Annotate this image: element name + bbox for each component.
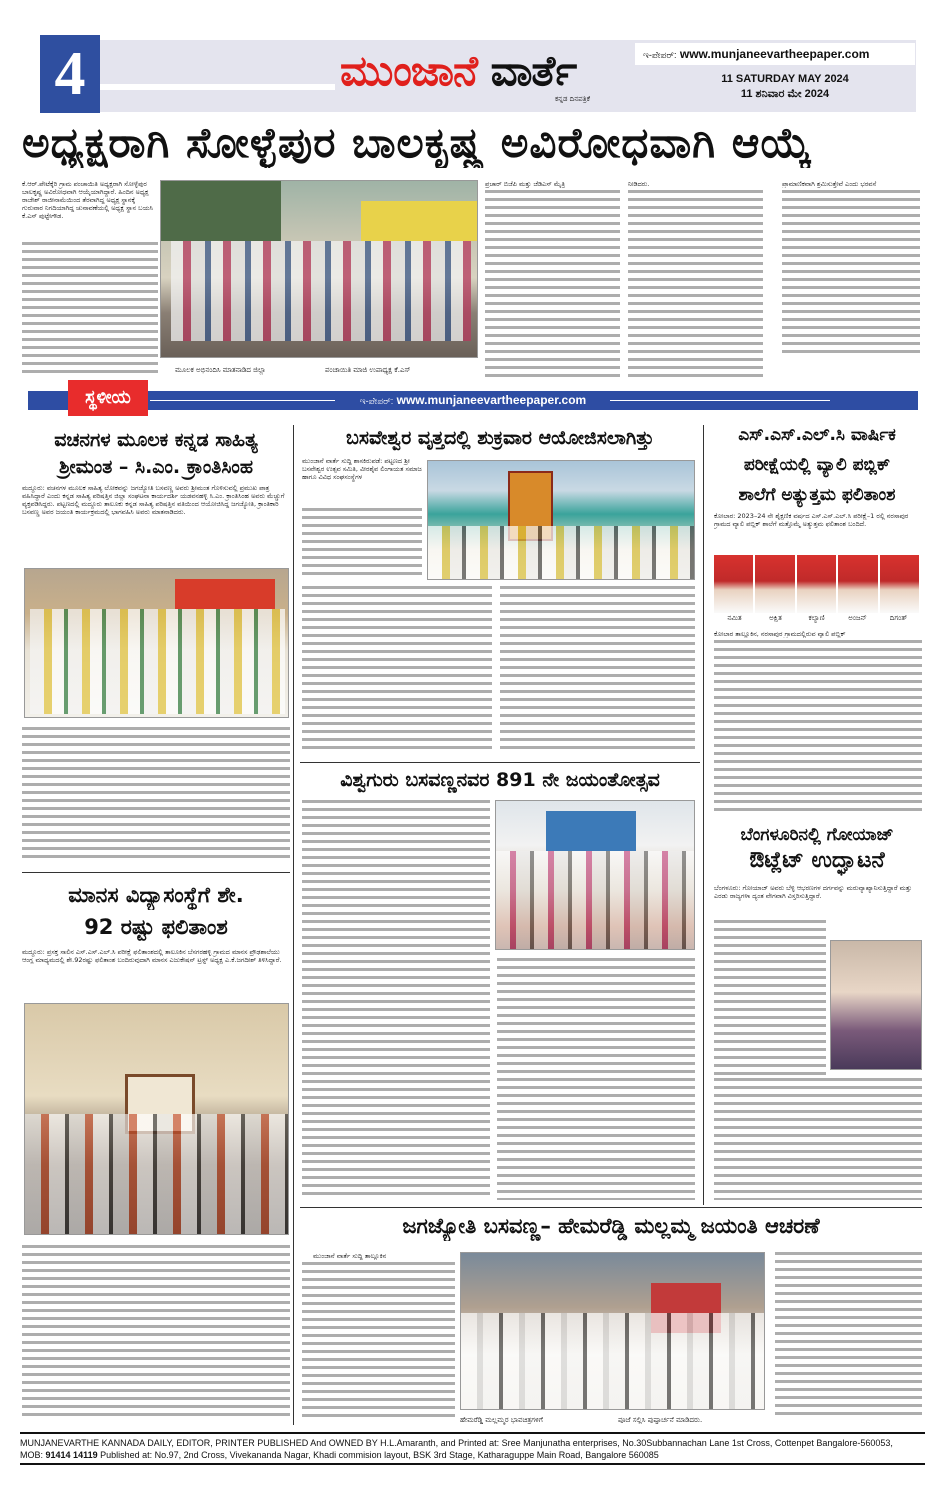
article-headline: ಬಸವೇಶ್ವರ ವೃತ್ತದಲ್ಲಿ ಶುಕ್ರವಾರ ಆಯೋಜಿಸಲಾಗಿತ್ತು [346,427,654,449]
body-text [22,242,158,377]
student-photo [755,555,794,613]
body-text [302,586,492,752]
body-text [22,1245,290,1420]
lead-story-text: ಕೆ.ಆರ್.ಪೇಟೆಕ್ಕೆರಿ ಗ್ರಾಮ ಪಂಚಾಯಿತಿ ಅಧ್ಯಕ್ಷರಾಗಿ ಸೋಳ್ಳೆಪುರ ಬಾಲಕೃಷ್ಣ ಅವಿರೋಧವಾಗಿ ಆಯ್ಕೆಯಾಗಿದ್ದಾರೆ. ಹಿಂದಿನ ಅಧ್ಯಕ್ಷ ರಾಜೇಶ್ ರಾಜೀನಾಮೆಯಿಂದ ತೆರವಾಗಿದ್ದ ಅಧ್ಯಕ್ಷ ಸ್ಥಾನಕ್ಕೆ ಗುರುವಾರ ನಿಗದಿಯಾಗಿದ್ದ ಚುನಾವಣೆಯಲ್ಲಿ ಅಧ್ಯಕ್ಷ ಸ್ಥಾನ ಬಯಸಿ ಕೆ.ಎಸ್ ಪುಟ್ಟೇಗೌಡ. [22,180,153,220]
body-text [485,190,620,378]
article-headline: ಪರೀಕ್ಷೆಯಲ್ಲಿ ವ್ಯಾಲಿ ಪಬ್ಲಿಕ್ [743,455,891,475]
body-text [497,958,695,1200]
epaper-url[interactable]: www.munjaneevartheepaper.com [679,47,870,61]
body-text [714,1078,922,1200]
body-text [775,1252,922,1420]
body-text [302,508,422,580]
page-number: 4 [40,35,100,113]
epaper-prefix: ಇ-ಪೇಪರ್: [359,396,394,406]
column-rule [293,425,294,1425]
date-kannada: 11 ಶನಿವಾರ ಮೇ 2024 [740,88,830,100]
student-photo [838,555,877,613]
divider [22,872,290,873]
student-photo [714,555,753,613]
date-english: 11 SATURDAY MAY 2024 [721,73,849,85]
body-text [782,190,920,358]
article-photo [24,1003,289,1235]
masthead-red: ಮುಂಜಾನೆ [340,46,477,95]
photo-caption: ಪಂಚಾಯಿತಿ ಮಾಜಿ ಉಪಾಧ್ಯಕ್ಷ ಕೆ.ಎಸ್ [325,366,411,374]
imprint [20,1437,925,1461]
photo-caption: ಪೂಜೆ ಸಲ್ಲಿಸಿ ಪುಷ್ಪಾರ್ಚನೆ ಮಾಡಿದರು. [618,1416,703,1424]
student-photo [880,555,919,613]
article-headline: ವಚನಗಳ ಮೂಲಕ ಕನ್ನಡ ಸಾಹಿತ್ಯ [54,429,258,451]
article-text: ಮದ್ದೂರು: ವಚನಗಳ ಮೂಲಕ ಸಾಹಿತ್ಯ ಲೋಕವನ್ನು ಜಗಜ್ಯೋತಿ ಬಸವಣ್ಣ ಅವರು ಶ್ರೀಮಂತ ಗೊಳಿಸುವಲ್ಲಿ ಪ್ರಮುಖ ಪಾತ್ರ ವಹಿಸಿದ್ದಾರೆ ಎಂದು ಕನ್ನಡ ಸಾಹಿತ್ಯ ಪರಿಷತ್ತಿನ ಜಿಲ್ಲಾ ಸಂಘಟನಾ ಕಾರ್ಯದರ್ಶಿ ಯಡವನಹಳ್ಳಿ ಸಿ.ಎಂ. ಕ್ರಾಂತಿಸಿಂಹ ಅವರು ಮೆಚ್ಚುಗೆ ವ್ಯಕ್ತಪಡಿಸಿದ್ದರು. ಪಟ್ಟಣದಲ್ಲಿ ಮದ್ದೂರು ತಾಲೂಕು ಕನ್ನಡ ಸಾಹಿತ್ಯ ಪರಿಷತ್ತಿನ ವತಿಯಿಂದ ಆಯೋಜಿಸಿದ್ದ ಜಗಜ್ಯೋತಿ, ಕ್ರಾಂತಿಕಾರಿ ಬಸವಣ್ಣ ಅವರ ಜಯಂತಿ ಕಾರ್ಯಕ್ರಮದಲ್ಲಿ ಭಾಗವಹಿಸಿ ಅವರು ಮಾತನಾಡಿದರು. [22,484,285,516]
article-headline: ಔಟ್ಲೆಟ್ ಉದ್ಘಾಟನೆ [749,848,885,873]
photo-caption: ಮೂಲಕ ಅಭಿನಂದಿಸಿ ಮಾತನಾಡಿದ ಜಿಲ್ಲಾ [175,366,266,374]
article-text: ಬೆಂಗಳೂರು: ಗೋಯಾಜ್ ಅವರು ಬೆಳ್ಳಿ ಆಭರಣಗಳ ದರ್ಗವನ್ನು ಮರುವ್ಯಾಖ್ಯಾನಿಸುತ್ತಿದ್ದಾರೆ ಮತ್ತು ಎರಡು ರಾಜ್ಯಗಳಾ ದ್ಯಂತ ವೇಗವಾಗಿ ವಿಸ್ತರಿಸುತ್ತಿದ್ದಾರೆ. [714,884,912,900]
divider [300,762,700,763]
column-rule [703,425,704,1205]
article-text: ಕೋಲಾರ: 2023–24 ನೇ ಶೈಕ್ಷಣಿಕ ವರ್ಷದ ಎಸ್.ಎಸ್.ಎಲ್.ಸಿ ಪರೀಕ್ಷೆ–1 ರಲ್ಲಿ ನರಸಾಪುರ ಗ್ರಾಮದ ವ್ಯಾಲಿ ಪಬ್ಲಿಕ್ ಶಾಲೆಗೆ ಮತ್ತೊಮ್ಮೆ ಅತ್ಯುತ್ತಮ ಫಲಿತಾಂಶ ಬಂದಿದೆ. [714,512,909,528]
text-start: ಮುಂಜಾನೆ ವಾರ್ತೆ ಸುದ್ದಿ ತಾಲ್ಲೂಕಿನ [313,1252,387,1260]
imprint-line2: Published at: No.97, 2nd Cross, Vivekananda Nagar, Khadi commision layout, BSK 3rd Stage, Katharaguppe Main Road, Bangalore 560085 [100,1450,659,1460]
divider [100,84,335,90]
divider [610,400,830,401]
photo-caption: ಹೇಮರೆಡ್ಡಿ ಮಲ್ಲಮ್ಮರ ಭಾವಚಿತ್ರಗಳಿಗೆ [460,1416,543,1424]
imprint-line1: MUNJANEVARTHE KANNADA DAILY, EDITOR, PRINTER PUBLISHED And OWNED BY H.L.Amaranth, and Printed at: Sree Manjunatha enterprises, No.30Subbannachan Lane 1st Cross, Cottenpet Bangalore-560053, [20,1438,893,1448]
body-text [302,800,490,1200]
article-headline: ಎಸ್.ಎಸ್.ಎಲ್.ಸಿ ವಾರ್ಷಿಕ [738,425,896,445]
epaper-prefix: ಇ-ಪೇಪರ್: [643,50,677,60]
mob-number: 91414 14119 [45,1450,98,1460]
epaper-link[interactable] [635,43,915,65]
divider [20,1463,925,1465]
masthead-subtitle: ಕನ್ನಡ ದಿನಪತ್ರಿಕೆ [555,95,591,103]
lead-photo [160,180,478,358]
article-photo [427,460,695,580]
body-text [22,727,290,860]
body-text [500,586,695,752]
student-photo [797,555,836,613]
student-name: ನಮಿತ [727,614,742,622]
article-photo [24,568,289,718]
body-text [714,920,826,1075]
article-photo [495,800,695,950]
student-name: ಕಲ್ಯಾಣಿ [808,614,825,622]
divider [300,1207,922,1208]
student-photos [714,555,919,613]
lead-headline: ಅಧ್ಯಕ್ಷರಾಗಿ ಸೋಳ್ಳೆಪುರ ಬಾಲಕೃಷ್ಣ ಅವಿರೋಧವಾಗಿ ಆಯ್ಕೆ [22,118,813,167]
body-text [628,190,763,378]
article-headline: ಜಗಜ್ಯೋತಿ ಬಸವಣ್ಣ– ಹೇಮರೆಡ್ಡಿ ಮಲ್ಲಮ್ಮ ಜಯಂತಿ ಆಚರಣೆ [402,1214,820,1238]
masthead-black: ವಾರ್ತೆ [490,46,577,95]
ad-photo [830,940,922,1070]
article-text: ಮದ್ದೂರು: ಪ್ರಸಕ್ತ ಸಾಲಿನ ಎಸ್.ಎಸ್.ಎಲ್.ಸಿ ಪರೀಕ್ಷೆ ಫಲಿತಾಂಶದಲ್ಲಿ ತಾಲೂಕಿನ ಬೆಸಗರಹಳ್ಳಿ ಗ್ರಾಮದ ಮಾನಸ ಪ್ರೌಢಶಾಲೆಯು ಆಂಗ್ಲ ಮಾಧ್ಯಮದಲ್ಲಿ ಶೇ.92ರಷ್ಟು ಫಲಿತಾಂಶ ಬಂದಿರುವುದಾಗಿ ಮಾನಸ ಎಜುಕೇಷನ್ ಟ್ರಸ್ಟ್ ಅಧ್ಯಕ್ಷ ಎ.ಕೆ.ಜಗದೀಶ್ ತಿಳಿಸಿದ್ದಾರೆ. [22,948,282,964]
masthead-logo [340,46,576,96]
student-name: ಅಕ್ಷಿತ [769,614,782,622]
divider [20,1432,925,1434]
text-start: ಪ್ರಾಮಾಣಿಕವಾಗಿ ಶ್ರಮಿಸುತ್ತೇವೆ ಎಂದು ಭರವಸೆ [782,180,877,188]
text-start: ಕೋಲಾರ ತಾಲ್ಲೂಕಿನ, ನರಸಾಪುರ ಗ್ರಾಮದಲ್ಲಿರುವ ವ್ಯಾಲಿ ಪಬ್ಲಿಕ್ [714,630,846,638]
mob-label: MOB: [20,1450,44,1460]
article-text: ಮುಂಜಾನೆ ವಾರ್ತೆ ಸುದ್ದಿ ಶಾಸಕಿರುಪಡೆ: ಪಟ್ಟಣದ ಶ್ರೀ ಬಸವೇಶ್ವರ ಉತ್ಸವ ಸಮಿತಿ, ವೀರಶೈವ ಲಿಂಗಾಯತ ಸಮಾಜ ಹಾಗೂ ವಿವಿಧ ಸಂಘಸಂಸ್ಥೆಗಳ [302,457,422,481]
section-label: ಸ್ಥಳೀಯ [68,380,148,416]
article-headline: ಶ್ರೀಮಂತ – ಸಿ.ಎಂ. ಕ್ರಾಂತಿಸಿಂಹ [58,456,253,478]
article-headline: ಶಾಲೆಗೆ ಅತ್ಯುತ್ತಮ ಫಲಿತಾಂಶ [738,485,896,505]
article-headline: ಮಾನಸ ವಿದ್ಯಾಸಂಸ್ಥೆಗೆ ಶೇ. [68,883,244,907]
student-names [714,614,919,623]
article-headline: 92 ರಷ್ಟು ಫಲಿತಾಂಶ [84,915,228,939]
divider [150,400,335,401]
body-text [302,1262,455,1420]
student-name: ಅಂಜನ್ [848,614,867,622]
article-headline: ಬೆಂಗಳೂರಿನಲ್ಲಿ ಗೋಯಾಜ್ [740,825,894,845]
student-name: ದಿಗಂತ್ [889,614,908,622]
text-start: ನೀಡಿದರು. [628,180,650,188]
epaper-url[interactable]: www.munjaneevartheepaper.com [396,393,587,407]
text-start: ಪ್ರಚಾರ್ ಬಿಜೆಪಿ ಮತ್ತು ಜೆಡಿಎಸ್ ಮೈತ್ರಿ [485,180,566,188]
article-photo [460,1252,765,1410]
body-text [714,640,922,812]
article-headline: ವಿಶ್ವಗುರು ಬಸವಣ್ಣನವರ 891 ನೇ ಜಯಂತೋತ್ಸವ [340,769,660,791]
